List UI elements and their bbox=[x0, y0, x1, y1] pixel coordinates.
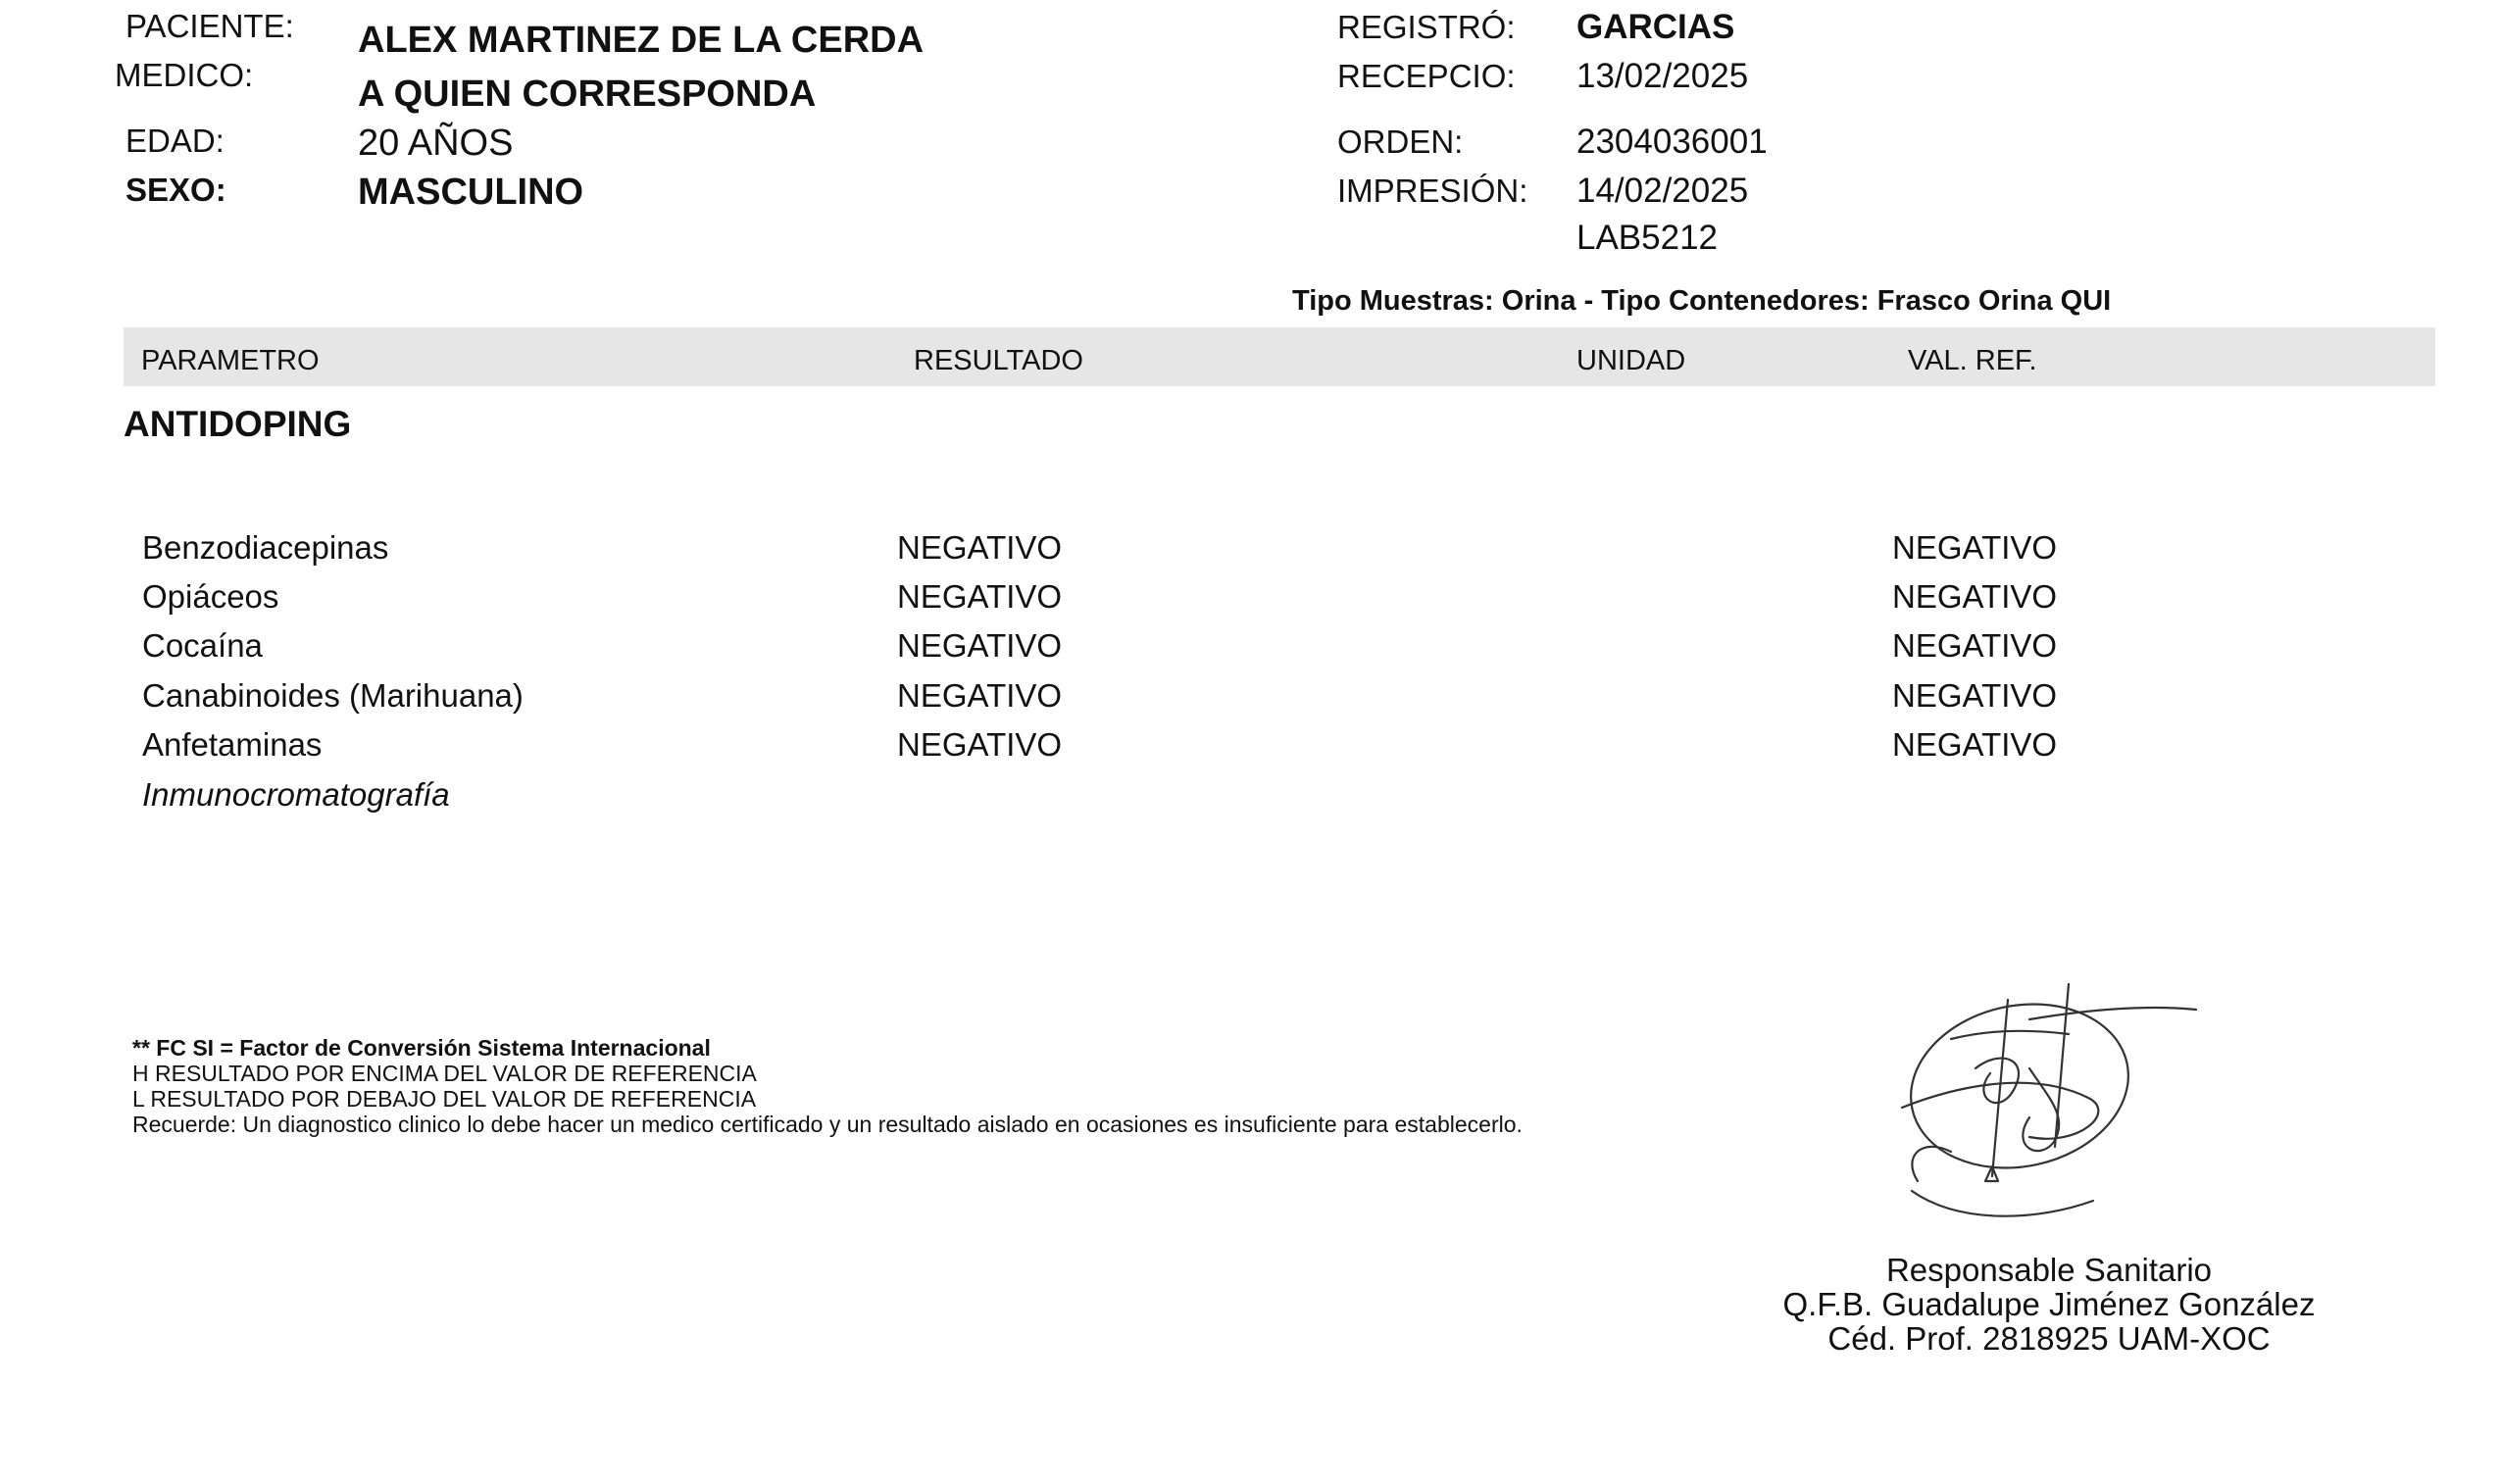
row-3-parameter: Cocaína bbox=[142, 627, 263, 664]
note-high: H RESULTADO POR ENCIMA DEL VALOR DE REFERENCIA bbox=[132, 1061, 757, 1086]
reception-date: 13/02/2025 bbox=[1576, 57, 1749, 95]
registered-value: GARCIAS bbox=[1576, 8, 1735, 46]
lab-code: LAB5212 bbox=[1576, 219, 1719, 257]
signature-role: Responsable Sanitario bbox=[1885, 1252, 2213, 1288]
header-unit: UNIDAD bbox=[1576, 345, 1686, 376]
note-disclaimer: Recuerde: Un diagnostico clinico lo debe hacer un medico certificado y un resultado aislado en ocasiones es insuficiente para establecerlo. bbox=[132, 1112, 1523, 1137]
row-4-reference: NEGATIVO bbox=[1892, 677, 2058, 714]
row-3-result: NEGATIVO bbox=[897, 627, 1063, 664]
row-5-reference: NEGATIVO bbox=[1892, 726, 2058, 763]
age-label: EDAD: bbox=[125, 123, 225, 159]
sample-info: Tipo Muestras: Orina - Tipo Contenedores: Frasco Orina QUI bbox=[1292, 285, 2112, 317]
sex-value: MASCULINO bbox=[358, 172, 584, 213]
header-parameter: PARAMETRO bbox=[141, 345, 320, 376]
row-2-reference: NEGATIVO bbox=[1892, 578, 2058, 615]
method-note: Inmunocromatografía bbox=[142, 776, 450, 813]
signature-license: Céd. Prof. 2818925 UAM-XOC bbox=[1827, 1320, 2271, 1357]
reception-label: RECEPCIO: bbox=[1337, 58, 1516, 94]
row-4-result: NEGATIVO bbox=[897, 677, 1063, 714]
sex-label: SEXO: bbox=[125, 172, 226, 208]
row-1-reference: NEGATIVO bbox=[1892, 529, 2058, 566]
row-1-result: NEGATIVO bbox=[897, 529, 1063, 566]
signature-block bbox=[1745, 1253, 2353, 1356]
section-title: ANTIDOPING bbox=[124, 404, 352, 444]
row-1-parameter: Benzodiacepinas bbox=[142, 529, 389, 566]
patient-name-label: PACIENTE: bbox=[125, 8, 294, 44]
header-reference: VAL. REF. bbox=[1908, 345, 2037, 376]
row-5-result: NEGATIVO bbox=[897, 726, 1063, 763]
row-4-parameter: Canabinoides (Marihuana) bbox=[142, 677, 524, 714]
print-date: 14/02/2025 bbox=[1576, 172, 1749, 210]
doctor-name: A QUIEN CORRESPONDA bbox=[358, 74, 817, 115]
order-number: 2304036001 bbox=[1576, 123, 1768, 161]
note-low: L RESULTADO POR DEBAJO DEL VALOR DE REFERENCIA bbox=[132, 1086, 757, 1112]
row-2-result: NEGATIVO bbox=[897, 578, 1063, 615]
row-5-parameter: Anfetaminas bbox=[142, 726, 323, 763]
row-2-parameter: Opiáceos bbox=[142, 578, 279, 615]
doctor-label: MEDICO: bbox=[115, 57, 254, 93]
patient-name: ALEX MARTINEZ DE LA CERDA bbox=[358, 20, 925, 61]
header-result: RESULTADO bbox=[914, 345, 1083, 376]
registered-label: REGISTRÓ: bbox=[1337, 9, 1516, 45]
age-value: 20 AÑOS bbox=[358, 123, 514, 164]
note-fc-si: ** FC SI = Factor de Conversión Sistema Internacional bbox=[132, 1035, 711, 1061]
signature-image bbox=[1882, 980, 2216, 1235]
table-header bbox=[124, 327, 2435, 386]
notes-block bbox=[132, 1035, 1523, 1137]
row-3-reference: NEGATIVO bbox=[1892, 627, 2058, 664]
order-label: ORDEN: bbox=[1337, 124, 1464, 160]
print-label: IMPRESIÓN: bbox=[1337, 173, 1528, 209]
signature-name: Q.F.B. Guadalupe Jiménez González bbox=[1782, 1286, 2316, 1322]
